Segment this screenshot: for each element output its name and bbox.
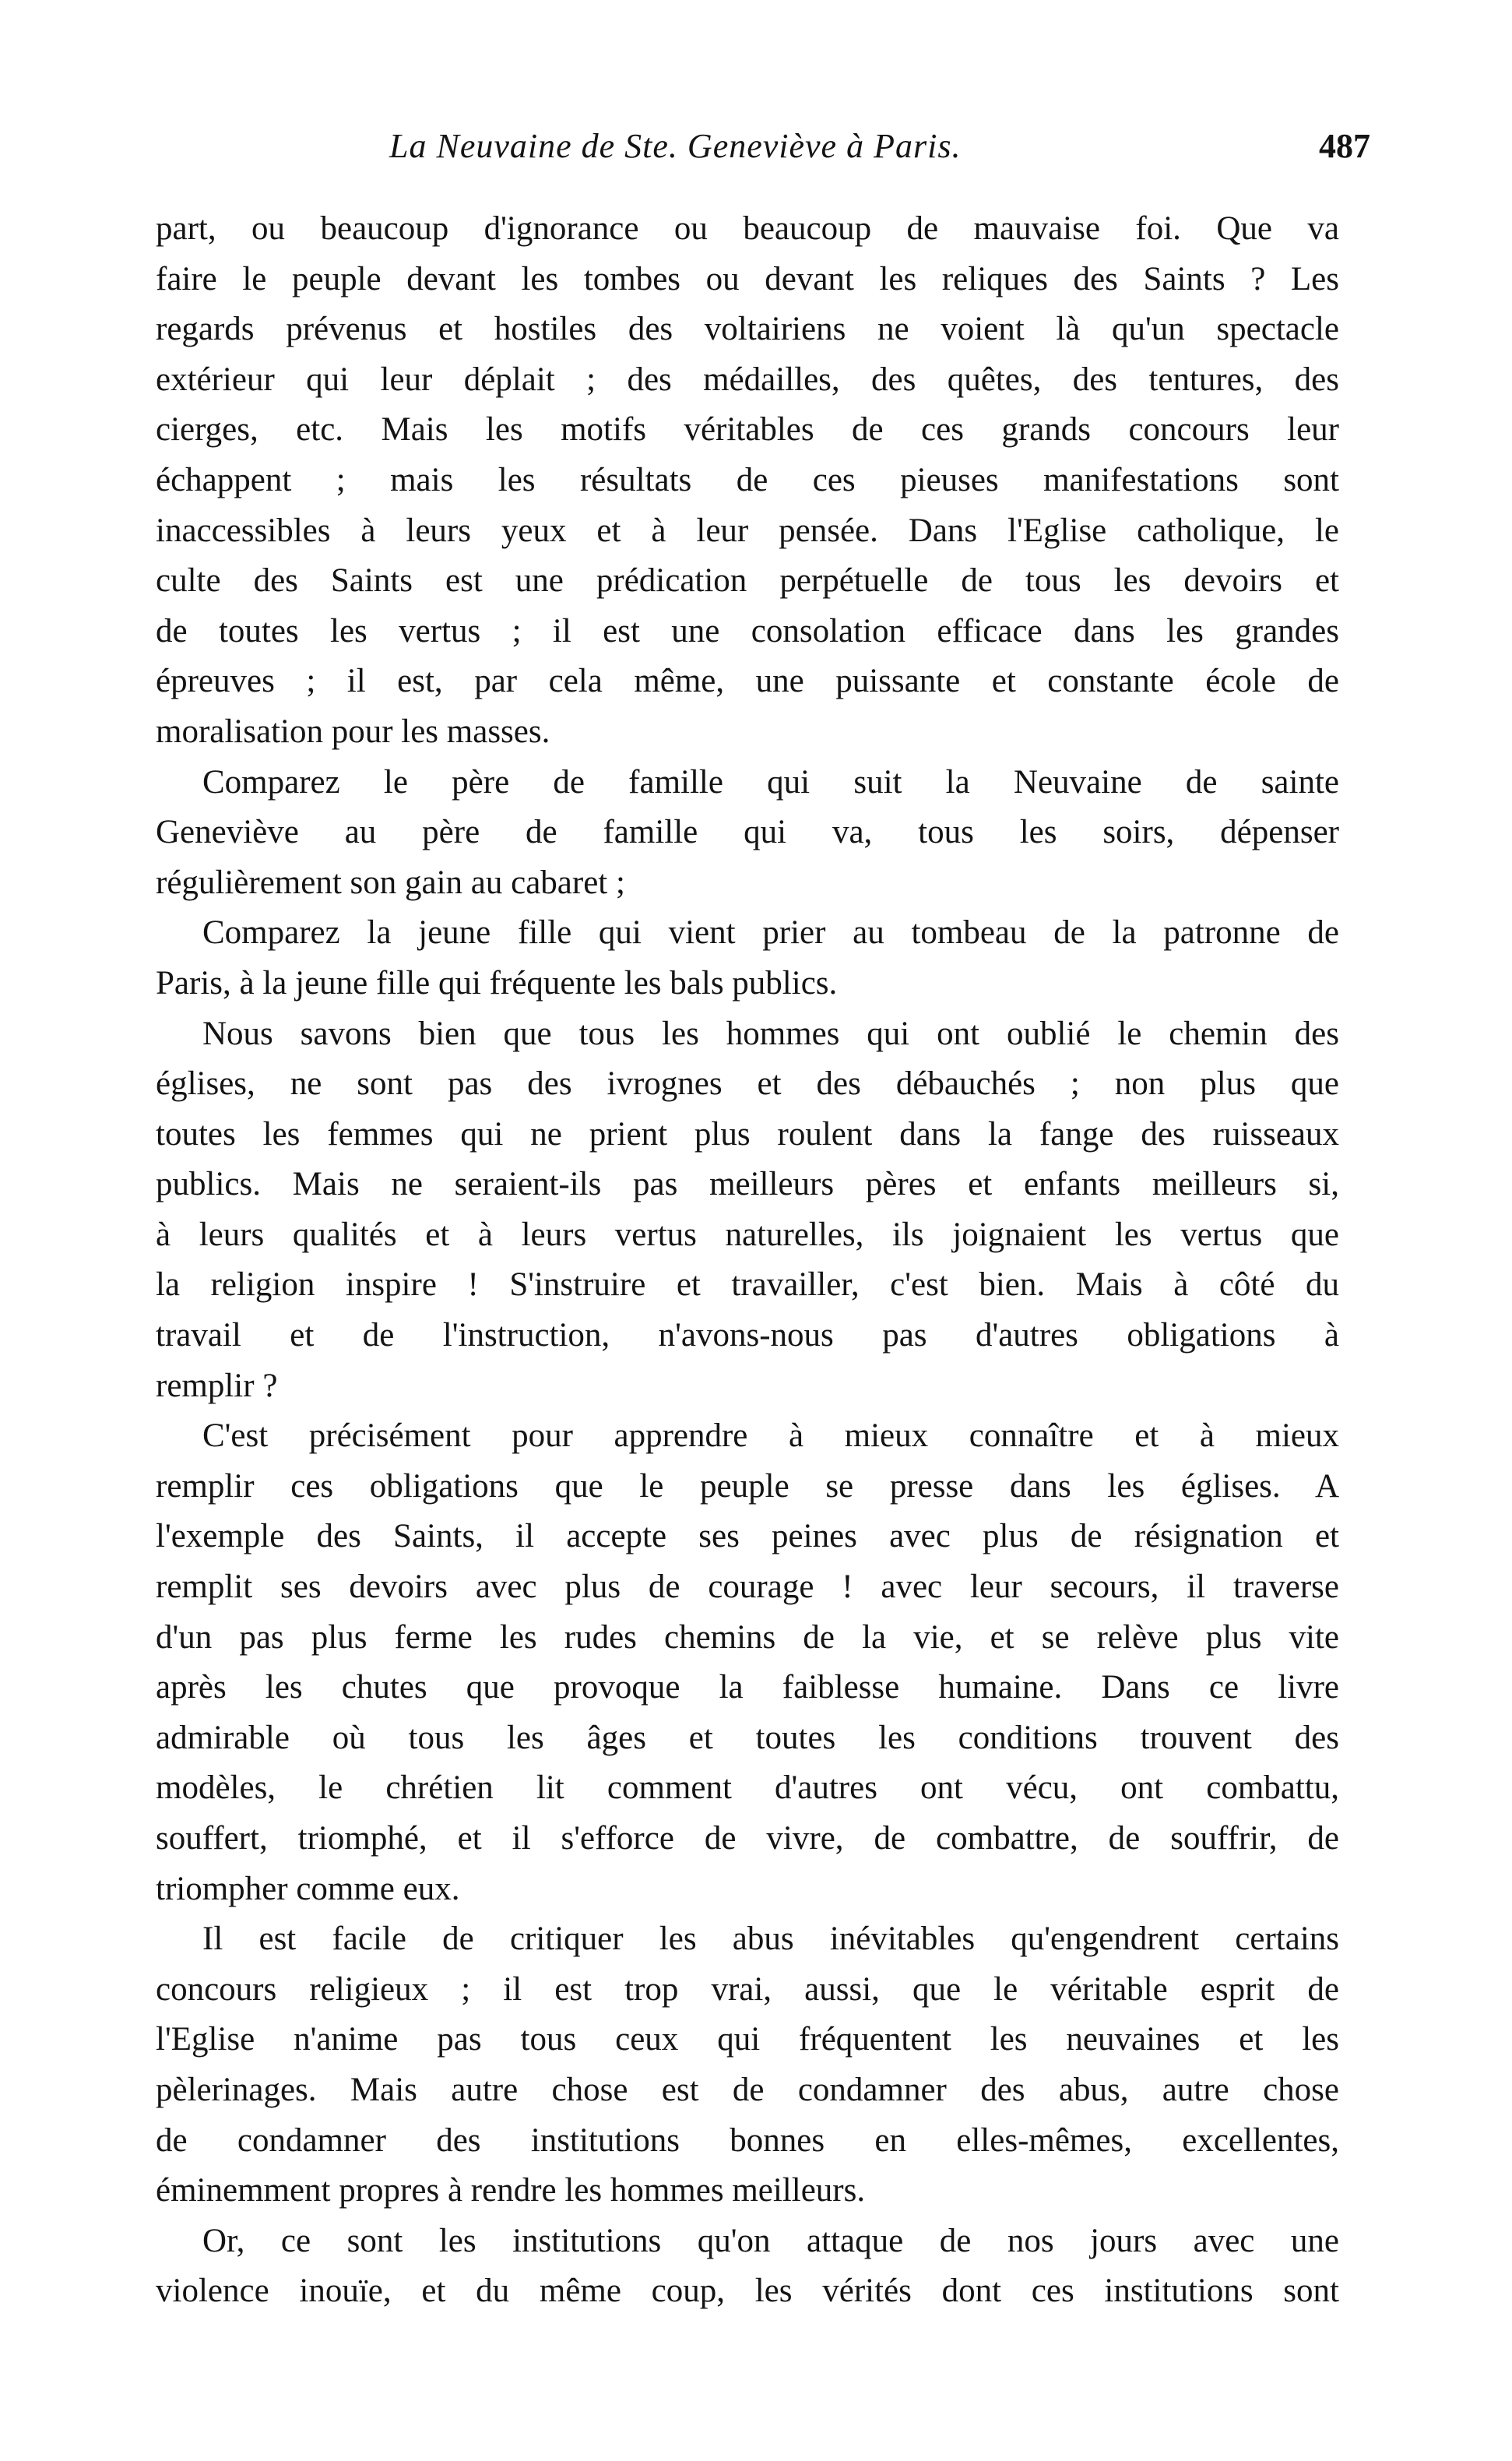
text-line: culte des Saints est une prédication perpétuelle de tous les devoirs et [156,562,1339,600]
text-line: part, ou beaucoup d'ignorance ou beaucoup de mauvaise foi. Que va [156,210,1339,247]
running-head [156,123,1370,178]
text-line: inaccessibles à leurs yeux et à leur pensée. Dans l'Eglise catholique, le [156,512,1339,549]
text-line: triompher comme eux. [156,1870,460,1907]
text-line: souffert, triomphé, et il s'efforce de vivre, de combattre, de souffrir, de [156,1820,1339,1857]
body-text [156,204,1339,2317]
text-line: toutes les femmes qui ne prient plus roulent dans la fange des ruisseaux [156,1115,1339,1153]
text-line: travail et de l'instruction, n'avons-nous pas d'autres obligations à [156,1317,1339,1354]
text-line: C'est précisément pour apprendre à mieux connaître et à mieux [202,1417,1339,1455]
text-line: faire le peuple devant les tombes ou devant les reliques des Saints ? Les [156,260,1339,298]
text-line: Il est facile de critiquer les abus inévitables qu'engendrent certains [202,1921,1339,1958]
text-line: admirable où tous les âges et toutes les conditions trouvent des [156,1719,1339,1756]
running-title: La Neuvaine de Ste. Geneviève à Paris. [389,127,962,165]
text-line: après les chutes que provoque la faiblesse humaine. Dans ce livre [156,1669,1339,1706]
text-line: d'un pas plus ferme les rudes chemins de la vie, et se relève plus vite [156,1618,1339,1656]
text-line: modèles, le chrétien lit comment d'autres ont vécu, ont combattu, [156,1769,1339,1807]
text-line: de condamner des institutions bonnes en elles-mêmes, excellentes, [156,2121,1339,2159]
text-line: Paris, à la jeune fille qui fréquente les bals publics. [156,964,838,1002]
text-line: violence inouïe, et du même coup, les vérités dont ces institutions sont [156,2273,1339,2310]
text-line: Comparez le père de famille qui suit la Neuvaine de sainte [202,763,1339,801]
text-line: concours religieux ; il est trop vrai, aussi, que le véritable esprit de [156,1970,1339,2008]
text-line: publics. Mais ne seraient-ils pas meilleurs pères et enfants meilleurs si, [156,1166,1339,1203]
text-line: l'exemple des Saints, il accepte ses peines avec plus de résignation et [156,1518,1339,1555]
text-line: épreuves ; il est, par cela même, une puissante et constante école de [156,663,1339,700]
page-number: 487 [1319,127,1370,165]
text-line: remplir ces obligations que le peuple se presse dans les églises. A [156,1467,1339,1505]
text-line: extérieur qui leur déplait ; des médailles, des quêtes, des tentures, des [156,361,1339,398]
text-line: pèlerinages. Mais autre chose est de condamner des abus, autre chose [156,2071,1339,2108]
text-line: remplit ses devoirs avec plus de courage ! avec leur secours, il traverse [156,1568,1339,1606]
text-line: la religion inspire ! S'instruire et travailler, c'est bien. Mais à côté du [156,1266,1339,1304]
text-line: à leurs qualités et à leurs vertus naturelles, ils joignaient les vertus que [156,1216,1339,1253]
text-line: regards prévenus et hostiles des voltairiens ne voient là qu'un spectacle [156,311,1339,348]
text-line: Nous savons bien que tous les hommes qui ont oublié le chemin des [202,1015,1339,1052]
text-line: moralisation pour les masses. [156,713,550,750]
text-line: éminemment propres à rendre les hommes meilleurs. [156,2172,866,2209]
text-line: l'Eglise n'anime pas tous ceux qui fréquentent les neuvaines et les [156,2021,1339,2058]
text-line: Comparez la jeune fille qui vient prier au tombeau de la patronne de [202,914,1339,952]
text-line: Or, ce sont les institutions qu'on attaque de nos jours avec une [202,2222,1339,2259]
text-line: Geneviève au père de famille qui va, tous les soirs, dépenser [156,814,1339,851]
text-line: cierges, etc. Mais les motifs véritables de ces grands concours leur [156,411,1339,449]
text-line: remplir ? [156,1367,278,1404]
text-line: échappent ; mais les résultats de ces pieuses manifestations sont [156,461,1339,498]
text-line: régulièrement son gain au cabaret ; [156,864,625,901]
text-line: églises, ne sont pas des ivrognes et des débauchés ; non plus que [156,1065,1339,1103]
text-line: de toutes les vertus ; il est une consolation efficace dans les grandes [156,612,1339,650]
